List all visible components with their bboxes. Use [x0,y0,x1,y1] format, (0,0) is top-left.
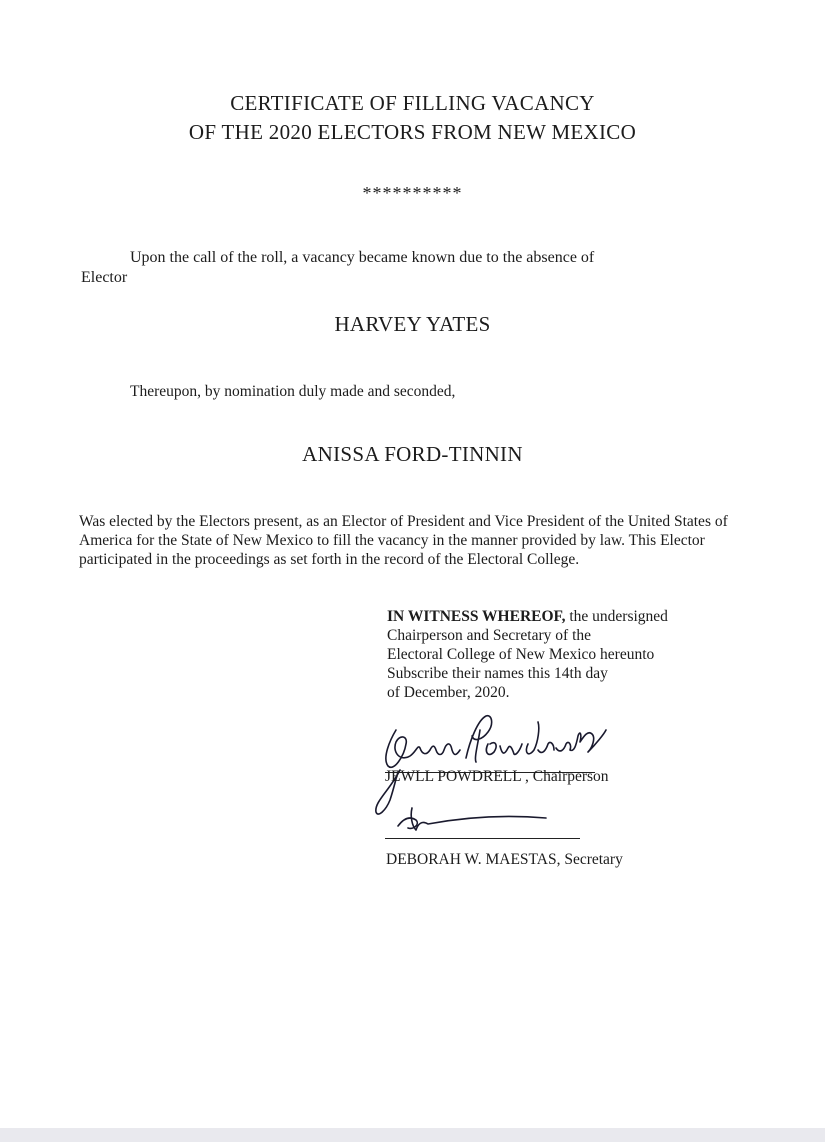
witness-line-3: Electoral College of New Mexico hereunto [387,646,655,663]
witness-line-2: Chairperson and Secretary of the [387,627,592,644]
viewer-bottom-band [0,1128,825,1142]
witness-line-5: of December, 2020. [387,684,510,701]
chairperson-signature [386,716,606,768]
certificate-title-line-2: OF THE 2020 ELECTORS FROM NEW MEXICO [188,120,637,144]
certificate-title-line-1: CERTIFICATE OF FILLING VACANCY [230,91,595,115]
witness-line-1 [387,607,747,626]
secretary-signature [398,808,546,830]
absent-elector-name: HARVEY YATES [334,312,491,336]
roll-call-paragraph-line-1: Upon the call of the roll, a vacancy became known due to the absence of [130,249,595,266]
witness-clause [387,607,747,702]
witness-lead: IN WITNESS WHEREOF, [387,608,566,625]
secretary-name: DEBORAH W. MAESTAS, Secretary [386,851,623,868]
new-elector-name: ANISSA FORD-TINNIN [302,442,523,466]
chairperson-name: JEWLL POWDRELL , Chairperson [385,768,609,785]
roll-call-paragraph-line-2: Elector [81,269,128,286]
nomination-paragraph: Thereupon, by nomination duly made and seconded, [130,383,456,400]
secretary-signature-line [385,838,580,839]
separator-asterisks: ********** [362,183,463,203]
witness-line-1-rest: the undersigned [565,608,668,625]
election-paragraph: Was elected by the Electors present, as an Elector of President and Vice President of the United States of America for the State of New Mexico to fill the vacancy in the manner provided by law. This Elector participated in the proceedings as set forth in the record of the Electoral College. [79,513,728,568]
witness-line-4: Subscribe their names this 14th day [387,665,608,682]
